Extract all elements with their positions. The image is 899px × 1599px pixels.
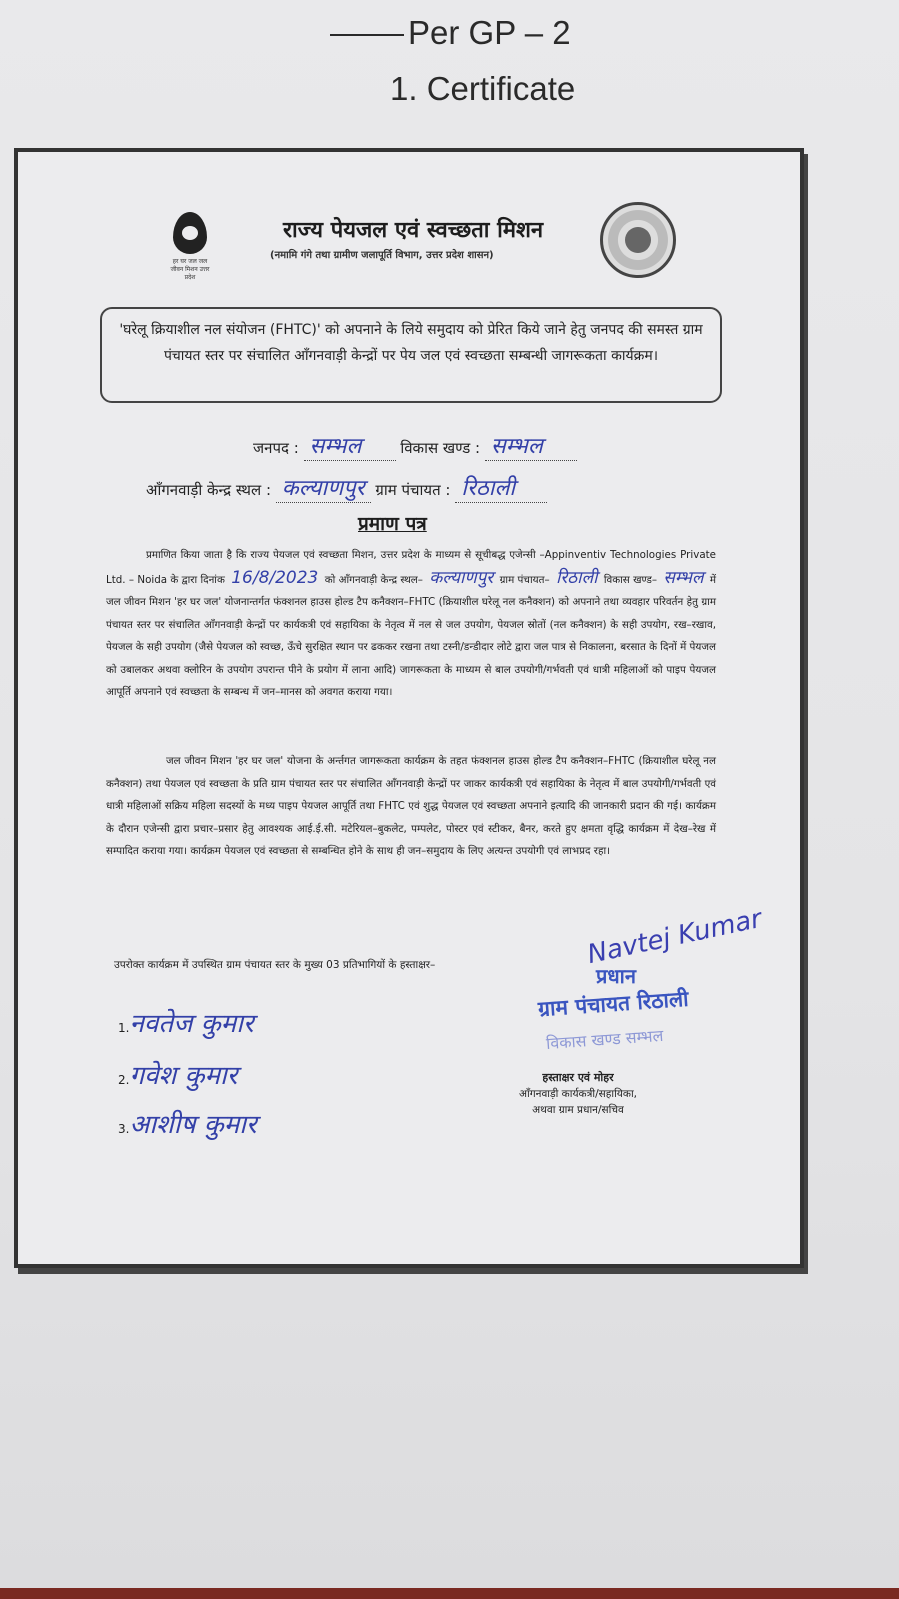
district-value: सम्भल (304, 430, 396, 461)
up-state-seal-icon (600, 202, 676, 278)
stamp-panchayat: ग्राम पंचायत रिठाली (537, 986, 690, 1022)
header-note-line (330, 34, 404, 36)
certificate-heading: प्रमाण पत्र (358, 513, 427, 535)
panchayat-label: ग्राम पंचायत : (375, 481, 451, 499)
signature-caption-line3: अथवा ग्राम प्रधान/सचिव (532, 1104, 624, 1116)
event-gram-panchayat: रिठाली (555, 567, 598, 588)
signatory-2: 2.गवेश कुमार (118, 1061, 238, 1091)
pradhan-signature: Navtej Kumar (584, 903, 765, 971)
signature-caption (498, 1070, 658, 1118)
paragraph-2: जल जीवन मिशन 'हर घर जल' योजना के अर्न्तगत जागरूकता कार्यक्रम के तहत फंक्शनल हाउस होल्ड टैप कनैक्शन–FHTC (क्रियाशील घरेलू नल कनैक्शन) तथा पेयजल एवं स्वच्छता के प्रति ग्राम पंचायत स्तर पर संचालित आँगनवाड़ी केन्द्रों पर जाकर कार्यकत्री एवं सहायिका के नेतृत्व में बाल उपयोगी/गर्भवती एवं धात्री महिलाओं सक्रिय महिला सदस्यों के मध्य पाइप पेयजल आपूर्ति तथा FHTC एवं शुद्ध पेयजल एवं स्वच्छता अपनाने इत्यादि की जानकारी प्रदान की गई। कार्यक्रम के दौरान एजेन्सी द्वारा प्रचार–प्रसार हेतु आवश्यक आई.ई.सी. मटेरियल–बुकलेट, पम्पलेट, पोस्टर एवं स्टीकर, बैनर, करते हुए क्षमता वृद्धि कार्यक्रम में देख–रेख में सम्पादित कराया गया। कार्यक्रम पेयजल एवं स्वच्छता से सम्बन्धित होने के साथ ही जन–समुदाय के लिए अत्यन्त उपयोगी एवं लाभप्रद रहा। (106, 755, 716, 857)
water-drop-icon (173, 212, 207, 254)
event-site: कल्याणपुर (429, 567, 494, 588)
program-box: 'घरेलू क्रियाशील नल संयोजन (FHTC)' को अपनाने के लिये समुदाय को प्रेरित किये जाने हेतु जनपद की समस्त ग्राम पंचायत स्तर पर संचालित आँगनवाड़ी केन्द्रों पर पेय जल एवं स्वच्छता सम्बन्धी जागरूकता कार्यक्रम। (100, 307, 722, 403)
organization-subtitle: (नमामि गंगे तथा ग्रामीण जलापूर्ति विभाग, उत्तर प्रदेश शासन) (270, 250, 494, 261)
block-label: विकास खण्ड : (400, 439, 481, 457)
header-title: 1. Certificate (390, 70, 576, 107)
stamp-block: विकास खण्ड सम्भल (545, 1025, 664, 1054)
signatory-2-name: गवेश कुमार (129, 1061, 238, 1091)
signatories-intro: उपरोक्त कार्यक्रम में उपस्थित ग्राम पंचायत स्तर के मुख्य 03 प्रतिभागियों के हस्ताक्षर– (114, 959, 436, 971)
header-note (330, 14, 571, 52)
district-label: जनपद : (253, 439, 299, 457)
stamp-title: प्रधान (596, 964, 636, 988)
organization-title: राज्य पेयजल एवं स्वच्छता मिशन (283, 218, 544, 243)
paragraph-1 (106, 544, 716, 704)
event-date: 16/8/2023 (231, 567, 319, 588)
block-value: सम्भल (485, 430, 577, 461)
logo (168, 212, 212, 282)
paragraph-1-part1: प्रमाणित किया जाता है कि राज्य पेयजल एवं स्वच्छता मिशन, उत्तर प्रदेश के माध्यम से सूचीबद्ध एजेन्सी –Appinventiv Technologies Private Ltd. – Noida के द्वारा दिनांक (106, 549, 716, 586)
anganwadi-label: आँगनवाड़ी केन्द्र स्थल : (146, 481, 272, 499)
signatory-3-name: आशीष कुमार (129, 1110, 257, 1140)
header-note-text: Per GP – 2 (408, 14, 571, 51)
bottom-strip (0, 1588, 899, 1599)
signatory-1: 1.नवतेज कुमार (118, 1009, 254, 1039)
signature-caption-line2: आँगनवाड़ी कार्यकत्री/सहायिका, (518, 1088, 638, 1100)
signatory-1-name: नवतेज कुमार (129, 1009, 254, 1039)
anganwadi-value: कल्याणपुर (276, 472, 371, 503)
certificate-frame (14, 148, 804, 1268)
logo-caption: हर घर जल जल जीवन मिशन उत्तर प्रदेश (170, 258, 210, 281)
anganwadi-panchayat-row (146, 472, 547, 503)
paragraph-1-part2: को आँगनवाड़ी केन्द्र स्थल– (324, 573, 423, 586)
event-block: सम्भल (663, 567, 704, 588)
panchayat-value: रिठाली (455, 472, 547, 503)
paragraph-1-part3: ग्राम पंचायत– (499, 573, 550, 586)
signatory-3: 3.आशीष कुमार (118, 1110, 257, 1140)
district-block-row (253, 430, 577, 461)
signature-caption-line1: हस्ताक्षर एवं मोहर (542, 1071, 614, 1084)
paragraph-1-part5: में जल जीवन मिशन 'हर घर जल' योजनान्तर्गत फंक्शनल हाउस होल्ड टैप कनैक्शन–FHTC (क्रियाशील घरेलू नल कनैक्शन) को अपनाने तथा व्यवहार परिवर्तन हेतु ग्राम पंचायत स्तर पर संचालित आँगनवाड़ी केन्द्रों पर कार्यकत्री एवं सहायिका के नेतृत्व में नल से जल उपयोग, पेयजल स्रोतों (नल कनैक्शन) के सही उपयोग, रख–रखाव, पेयजल के सही उपयोग (जैसे पेयजल को स्वच्छ, ऊँचे सुरक्षित स्थान पर ढककर रखना तथा टस्नी/डन्डीदार लोटे द्वारा जल पात्र से निकालना, बरसात के दिनों में पेयजल को उबालकर अथवा क्लोरिन के उपयोग उपरान्त पीने के प्रयोग में लाना आदि) जागरूकता के माध्यम से बाल उपयोगी/गर्भवती एवं धात्री महिलाओं को पाइप पेयजल आपूर्ति अपनाने एवं स्वच्छता के सम्बन्ध में जन–मानस को अवगत कराया गया। (106, 573, 716, 698)
paragraph-1-part4: विकास खण्ड– (603, 573, 658, 586)
